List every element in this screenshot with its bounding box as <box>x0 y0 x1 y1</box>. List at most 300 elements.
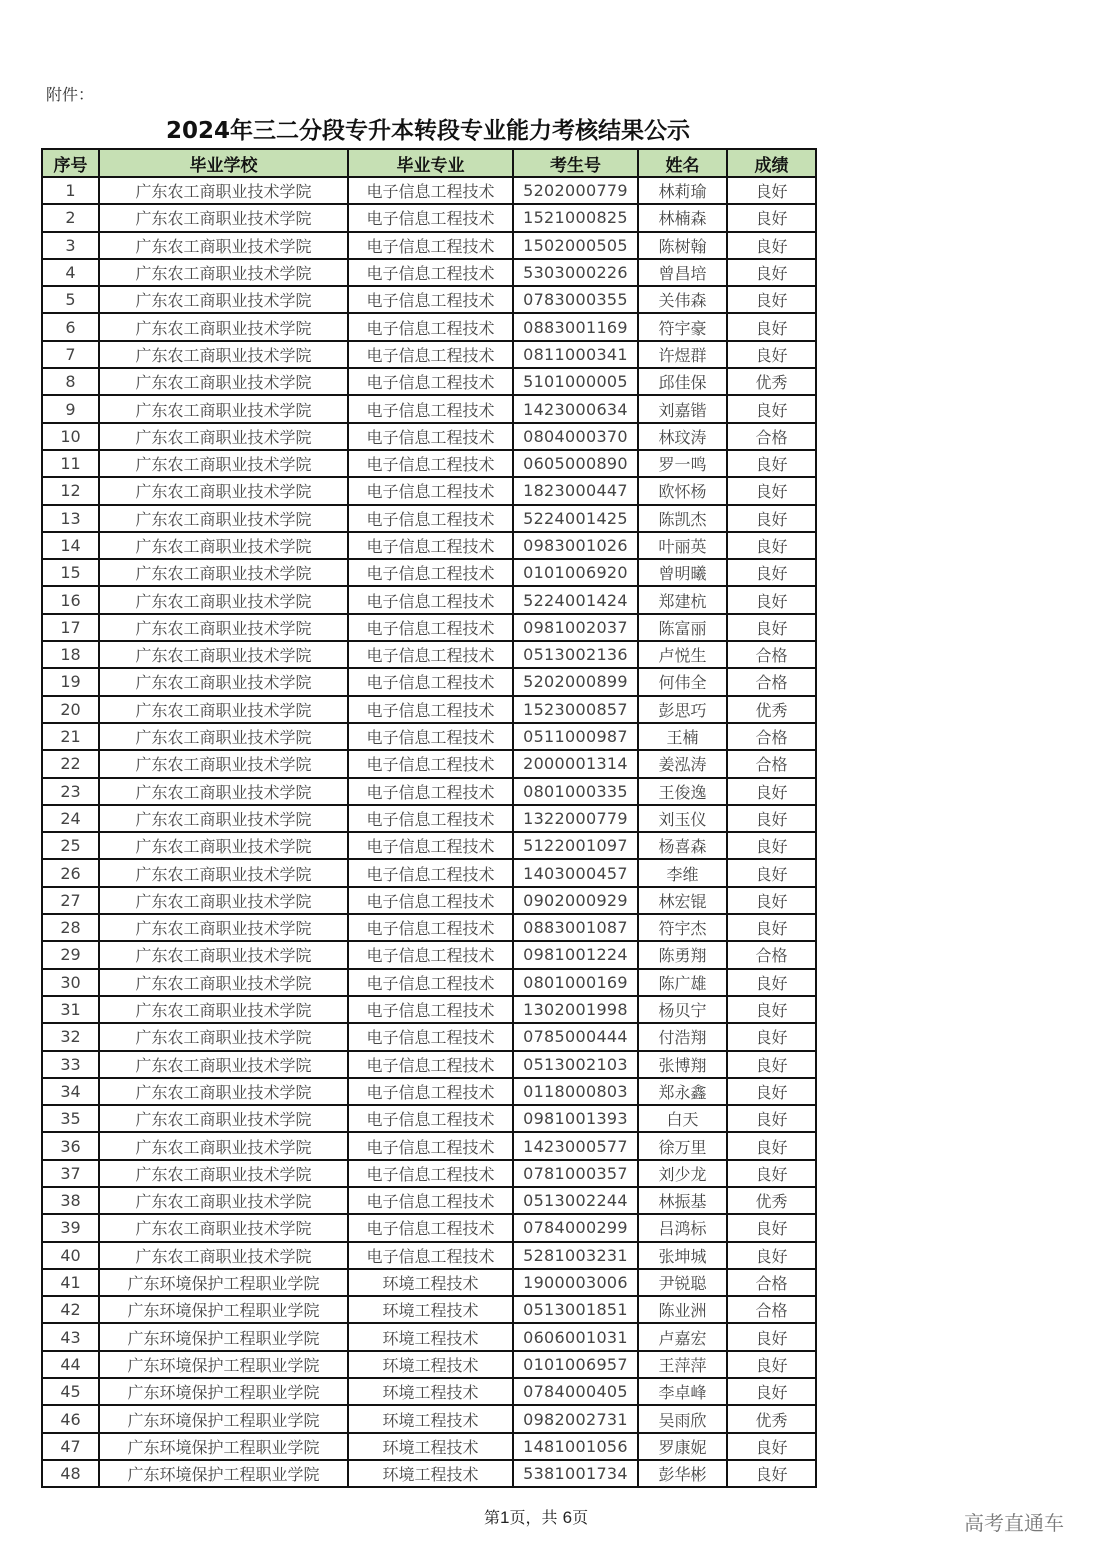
cell-index: 14 <box>42 532 99 559</box>
cell-result: 良好 <box>727 1105 816 1132</box>
cell-school: 广东农工商职业技术学院 <box>99 1051 348 1078</box>
table-row <box>42 996 816 1023</box>
cell-major: 电子信息工程技术 <box>348 505 513 532</box>
cell-school: 广东农工商职业技术学院 <box>99 805 348 832</box>
cell-result: 良好 <box>727 232 816 259</box>
cell-index: 43 <box>42 1323 99 1350</box>
cell-candidate-id: 0883001087 <box>513 914 638 941</box>
cell-major: 电子信息工程技术 <box>348 1023 513 1050</box>
cell-result: 良好 <box>727 887 816 914</box>
table-row <box>42 1187 816 1214</box>
cell-result: 良好 <box>727 532 816 559</box>
cell-name: 彭思巧 <box>638 696 727 723</box>
cell-name: 张坤城 <box>638 1242 727 1269</box>
cell-candidate-id: 1523000857 <box>513 696 638 723</box>
table-row <box>42 1460 816 1487</box>
table-row <box>42 423 816 450</box>
cell-major: 电子信息工程技术 <box>348 914 513 941</box>
cell-major: 电子信息工程技术 <box>348 805 513 832</box>
cell-major: 电子信息工程技术 <box>348 559 513 586</box>
cell-result: 良好 <box>727 259 816 286</box>
cell-index: 30 <box>42 969 99 996</box>
cell-candidate-id: 0784000299 <box>513 1214 638 1241</box>
cell-candidate-id: 0804000370 <box>513 423 638 450</box>
cell-result: 良好 <box>727 1214 816 1241</box>
cell-major: 电子信息工程技术 <box>348 368 513 395</box>
cell-index: 34 <box>42 1078 99 1105</box>
table-row <box>42 641 816 668</box>
cell-name: 杨贝宁 <box>638 996 727 1023</box>
cell-school: 广东农工商职业技术学院 <box>99 286 348 313</box>
cell-candidate-id: 0785000444 <box>513 1023 638 1050</box>
cell-name: 符宇杰 <box>638 914 727 941</box>
table-row <box>42 586 816 613</box>
table-row <box>42 532 816 559</box>
page-prefix: 第 <box>484 1508 501 1527</box>
cell-name: 李卓峰 <box>638 1378 727 1405</box>
cell-candidate-id: 5122001097 <box>513 832 638 859</box>
cell-school: 广东农工商职业技术学院 <box>99 1078 348 1105</box>
cell-candidate-id: 5281003231 <box>513 1242 638 1269</box>
cell-major: 电子信息工程技术 <box>348 259 513 286</box>
cell-name: 杨喜森 <box>638 832 727 859</box>
cell-index: 37 <box>42 1160 99 1187</box>
table-row <box>42 1405 816 1432</box>
cell-name: 邱佳保 <box>638 368 727 395</box>
cell-school: 广东环境保护工程职业学院 <box>99 1351 348 1378</box>
cell-name: 叶丽英 <box>638 532 727 559</box>
table-row <box>42 341 816 368</box>
cell-result: 良好 <box>727 586 816 613</box>
cell-school: 广东农工商职业技术学院 <box>99 423 348 450</box>
table-row <box>42 177 816 204</box>
cell-school: 广东农工商职业技术学院 <box>99 341 348 368</box>
cell-name: 白天 <box>638 1105 727 1132</box>
cell-candidate-id: 0101006920 <box>513 559 638 586</box>
cell-index: 16 <box>42 586 99 613</box>
cell-result: 良好 <box>727 313 816 340</box>
cell-school: 广东农工商职业技术学院 <box>99 177 348 204</box>
cell-result: 良好 <box>727 1433 816 1460</box>
cell-name: 刘少龙 <box>638 1160 727 1187</box>
cell-school: 广东环境保护工程职业学院 <box>99 1296 348 1323</box>
cell-name: 林振基 <box>638 1187 727 1214</box>
attachment-label: 附件： <box>46 85 95 104</box>
cell-name: 卢悦生 <box>638 641 727 668</box>
cell-school: 广东农工商职业技术学院 <box>99 259 348 286</box>
cell-result: 合格 <box>727 723 816 750</box>
page-footer <box>484 1505 588 1528</box>
cell-major: 环境工程技术 <box>348 1433 513 1460</box>
table-row <box>42 286 816 313</box>
cell-index: 5 <box>42 286 99 313</box>
cell-name: 王俊逸 <box>638 778 727 805</box>
cell-result: 优秀 <box>727 696 816 723</box>
cell-school: 广东农工商职业技术学院 <box>99 859 348 886</box>
cell-index: 24 <box>42 805 99 832</box>
column-header-name: 姓名 <box>638 149 727 177</box>
cell-name: 张博翔 <box>638 1051 727 1078</box>
cell-index: 47 <box>42 1433 99 1460</box>
cell-name: 吴雨欣 <box>638 1405 727 1432</box>
cell-school: 广东农工商职业技术学院 <box>99 1214 348 1241</box>
cell-result: 良好 <box>727 1051 816 1078</box>
cell-index: 40 <box>42 1242 99 1269</box>
table-row <box>42 1323 816 1350</box>
cell-school: 广东环境保护工程职业学院 <box>99 1460 348 1487</box>
table-row <box>42 259 816 286</box>
table-row <box>42 1269 816 1296</box>
table-row <box>42 313 816 340</box>
cell-index: 15 <box>42 559 99 586</box>
cell-name: 许煜群 <box>638 341 727 368</box>
cell-candidate-id: 0513002244 <box>513 1187 638 1214</box>
cell-result: 良好 <box>727 805 816 832</box>
cell-result: 良好 <box>727 1242 816 1269</box>
cell-major: 电子信息工程技术 <box>348 996 513 1023</box>
column-header-major: 毕业专业 <box>348 149 513 177</box>
cell-candidate-id: 5202000779 <box>513 177 638 204</box>
cell-candidate-id: 0606001031 <box>513 1323 638 1350</box>
cell-major: 电子信息工程技术 <box>348 1078 513 1105</box>
table-row <box>42 1433 816 1460</box>
table-row <box>42 859 816 886</box>
table-row <box>42 614 816 641</box>
cell-index: 8 <box>42 368 99 395</box>
cell-candidate-id: 1481001056 <box>513 1433 638 1460</box>
cell-index: 38 <box>42 1187 99 1214</box>
cell-index: 10 <box>42 423 99 450</box>
cell-candidate-id: 0981001224 <box>513 941 638 968</box>
cell-school: 广东农工商职业技术学院 <box>99 1023 348 1050</box>
cell-name: 陈凯杰 <box>638 505 727 532</box>
cell-result: 良好 <box>727 341 816 368</box>
cell-result: 合格 <box>727 668 816 695</box>
cell-major: 电子信息工程技术 <box>348 887 513 914</box>
cell-school: 广东农工商职业技术学院 <box>99 969 348 996</box>
cell-candidate-id: 1423000577 <box>513 1132 638 1159</box>
table-row <box>42 805 816 832</box>
cell-name: 符宇豪 <box>638 313 727 340</box>
cell-major: 电子信息工程技术 <box>348 177 513 204</box>
cell-school: 广东农工商职业技术学院 <box>99 395 348 422</box>
cell-candidate-id: 0784000405 <box>513 1378 638 1405</box>
table-row <box>42 232 816 259</box>
cell-index: 26 <box>42 859 99 886</box>
cell-index: 22 <box>42 750 99 777</box>
cell-school: 广东农工商职业技术学院 <box>99 668 348 695</box>
cell-major: 环境工程技术 <box>348 1296 513 1323</box>
cell-candidate-id: 1423000634 <box>513 395 638 422</box>
cell-school: 广东农工商职业技术学院 <box>99 723 348 750</box>
cell-major: 电子信息工程技术 <box>348 969 513 996</box>
cell-major: 环境工程技术 <box>348 1405 513 1432</box>
cell-name: 彭华彬 <box>638 1460 727 1487</box>
cell-major: 电子信息工程技术 <box>348 1132 513 1159</box>
table-row <box>42 1351 816 1378</box>
cell-candidate-id: 0513002136 <box>513 641 638 668</box>
cell-result: 优秀 <box>727 1405 816 1432</box>
cell-major: 电子信息工程技术 <box>348 477 513 504</box>
cell-index: 31 <box>42 996 99 1023</box>
cell-major: 环境工程技术 <box>348 1269 513 1296</box>
table-row <box>42 505 816 532</box>
cell-school: 广东环境保护工程职业学院 <box>99 1405 348 1432</box>
cell-result: 良好 <box>727 286 816 313</box>
table-row <box>42 941 816 968</box>
cell-result: 良好 <box>727 1460 816 1487</box>
page-middle: 页，共 <box>509 1508 558 1527</box>
cell-index: 17 <box>42 614 99 641</box>
table-row <box>42 450 816 477</box>
cell-candidate-id: 1521000825 <box>513 204 638 231</box>
table-row <box>42 1242 816 1269</box>
cell-major: 电子信息工程技术 <box>348 941 513 968</box>
cell-result: 良好 <box>727 1132 816 1159</box>
column-header-school: 毕业学校 <box>99 149 348 177</box>
cell-index: 39 <box>42 1214 99 1241</box>
table-row <box>42 723 816 750</box>
cell-name: 林宏锟 <box>638 887 727 914</box>
cell-result: 良好 <box>727 1351 816 1378</box>
cell-result: 良好 <box>727 1023 816 1050</box>
cell-school: 广东农工商职业技术学院 <box>99 750 348 777</box>
results-table <box>41 148 817 1488</box>
cell-index: 18 <box>42 641 99 668</box>
cell-name: 徐万里 <box>638 1132 727 1159</box>
cell-candidate-id: 0801000335 <box>513 778 638 805</box>
cell-school: 广东农工商职业技术学院 <box>99 232 348 259</box>
cell-index: 13 <box>42 505 99 532</box>
cell-index: 12 <box>42 477 99 504</box>
table-row <box>42 914 816 941</box>
cell-school: 广东农工商职业技术学院 <box>99 313 348 340</box>
current-page-number: 1 <box>500 1508 510 1527</box>
table-row <box>42 477 816 504</box>
cell-result: 良好 <box>727 1078 816 1105</box>
cell-school: 广东农工商职业技术学院 <box>99 1160 348 1187</box>
cell-result: 良好 <box>727 450 816 477</box>
cell-result: 良好 <box>727 559 816 586</box>
cell-name: 陈勇翔 <box>638 941 727 968</box>
cell-major: 电子信息工程技术 <box>348 1051 513 1078</box>
cell-index: 46 <box>42 1405 99 1432</box>
cell-school: 广东环境保护工程职业学院 <box>99 1378 348 1405</box>
cell-candidate-id: 0783000355 <box>513 286 638 313</box>
table-row <box>42 750 816 777</box>
cell-name: 李维 <box>638 859 727 886</box>
cell-name: 罗一鸣 <box>638 450 727 477</box>
cell-school: 广东农工商职业技术学院 <box>99 1105 348 1132</box>
table-row <box>42 1214 816 1241</box>
cell-name: 姜泓涛 <box>638 750 727 777</box>
total-page-number: 6 <box>562 1508 573 1527</box>
cell-index: 32 <box>42 1023 99 1050</box>
cell-candidate-id: 5303000226 <box>513 259 638 286</box>
cell-name: 林莉瑜 <box>638 177 727 204</box>
cell-index: 35 <box>42 1105 99 1132</box>
cell-school: 广东农工商职业技术学院 <box>99 696 348 723</box>
cell-index: 11 <box>42 450 99 477</box>
cell-candidate-id: 5224001424 <box>513 586 638 613</box>
cell-result: 良好 <box>727 1160 816 1187</box>
cell-index: 2 <box>42 204 99 231</box>
cell-school: 广东农工商职业技术学院 <box>99 559 348 586</box>
cell-major: 电子信息工程技术 <box>348 832 513 859</box>
cell-major: 电子信息工程技术 <box>348 696 513 723</box>
cell-result: 良好 <box>727 1323 816 1350</box>
cell-name: 林楠森 <box>638 204 727 231</box>
table-row <box>42 1023 816 1050</box>
cell-school: 广东农工商职业技术学院 <box>99 204 348 231</box>
cell-index: 1 <box>42 177 99 204</box>
cell-school: 广东农工商职业技术学院 <box>99 532 348 559</box>
cell-major: 电子信息工程技术 <box>348 423 513 450</box>
cell-candidate-id: 5202000899 <box>513 668 638 695</box>
cell-index: 19 <box>42 668 99 695</box>
cell-result: 优秀 <box>727 1187 816 1214</box>
cell-candidate-id: 0513001851 <box>513 1296 638 1323</box>
cell-name: 陈富丽 <box>638 614 727 641</box>
cell-name: 关伟森 <box>638 286 727 313</box>
cell-result: 良好 <box>727 969 816 996</box>
cell-result: 良好 <box>727 204 816 231</box>
cell-candidate-id: 1302001998 <box>513 996 638 1023</box>
cell-major: 电子信息工程技术 <box>348 1242 513 1269</box>
cell-candidate-id: 0118000803 <box>513 1078 638 1105</box>
table-row <box>42 559 816 586</box>
table-row <box>42 368 816 395</box>
table-row <box>42 1051 816 1078</box>
cell-school: 广东农工商职业技术学院 <box>99 887 348 914</box>
cell-result: 合格 <box>727 423 816 450</box>
cell-index: 23 <box>42 778 99 805</box>
table-body <box>42 177 816 1487</box>
cell-candidate-id: 0605000890 <box>513 450 638 477</box>
cell-major: 电子信息工程技术 <box>348 668 513 695</box>
cell-index: 45 <box>42 1378 99 1405</box>
cell-major: 电子信息工程技术 <box>348 1214 513 1241</box>
cell-name: 郑建杭 <box>638 586 727 613</box>
cell-index: 36 <box>42 1132 99 1159</box>
cell-school: 广东农工商职业技术学院 <box>99 1242 348 1269</box>
cell-index: 27 <box>42 887 99 914</box>
cell-index: 4 <box>42 259 99 286</box>
cell-result: 良好 <box>727 914 816 941</box>
cell-school: 广东农工商职业技术学院 <box>99 832 348 859</box>
cell-candidate-id: 1502000505 <box>513 232 638 259</box>
cell-name: 陈广雄 <box>638 969 727 996</box>
cell-candidate-id: 5381001734 <box>513 1460 638 1487</box>
watermark: 高考直通车 <box>964 1511 1064 1535</box>
cell-result: 合格 <box>727 1296 816 1323</box>
cell-index: 9 <box>42 395 99 422</box>
cell-major: 环境工程技术 <box>348 1460 513 1487</box>
cell-candidate-id: 1403000457 <box>513 859 638 886</box>
table-row <box>42 1296 816 1323</box>
cell-school: 广东农工商职业技术学院 <box>99 914 348 941</box>
cell-result: 良好 <box>727 832 816 859</box>
cell-major: 电子信息工程技术 <box>348 232 513 259</box>
cell-school: 广东农工商职业技术学院 <box>99 996 348 1023</box>
cell-result: 良好 <box>727 614 816 641</box>
cell-name: 欧怀杨 <box>638 477 727 504</box>
cell-school: 广东农工商职业技术学院 <box>99 477 348 504</box>
cell-school: 广东农工商职业技术学院 <box>99 1187 348 1214</box>
cell-major: 电子信息工程技术 <box>348 395 513 422</box>
table-row <box>42 832 816 859</box>
cell-major: 电子信息工程技术 <box>348 1105 513 1132</box>
cell-school: 广东环境保护工程职业学院 <box>99 1269 348 1296</box>
cell-major: 环境工程技术 <box>348 1323 513 1350</box>
column-header-index: 序号 <box>42 149 99 177</box>
cell-school: 广东农工商职业技术学院 <box>99 941 348 968</box>
cell-name: 尹锐聪 <box>638 1269 727 1296</box>
cell-index: 28 <box>42 914 99 941</box>
cell-name: 陈树翰 <box>638 232 727 259</box>
cell-name: 刘玉仪 <box>638 805 727 832</box>
cell-candidate-id: 1900003006 <box>513 1269 638 1296</box>
cell-name: 何伟全 <box>638 668 727 695</box>
cell-school: 广东农工商职业技术学院 <box>99 586 348 613</box>
cell-major: 电子信息工程技术 <box>348 614 513 641</box>
cell-major: 电子信息工程技术 <box>348 641 513 668</box>
page-suffix: 页 <box>572 1508 589 1527</box>
table-row <box>42 1160 816 1187</box>
cell-name: 吕鸿标 <box>638 1214 727 1241</box>
cell-name: 王楠 <box>638 723 727 750</box>
cell-school: 广东农工商职业技术学院 <box>99 614 348 641</box>
cell-index: 41 <box>42 1269 99 1296</box>
cell-name: 罗康妮 <box>638 1433 727 1460</box>
table-row <box>42 1105 816 1132</box>
cell-major: 电子信息工程技术 <box>348 723 513 750</box>
cell-index: 20 <box>42 696 99 723</box>
cell-name: 付浩翔 <box>638 1023 727 1050</box>
cell-school: 广东农工商职业技术学院 <box>99 778 348 805</box>
cell-candidate-id: 0981002037 <box>513 614 638 641</box>
cell-result: 良好 <box>727 859 816 886</box>
cell-major: 电子信息工程技术 <box>348 204 513 231</box>
cell-result: 合格 <box>727 1269 816 1296</box>
cell-school: 广东环境保护工程职业学院 <box>99 1323 348 1350</box>
cell-major: 电子信息工程技术 <box>348 1187 513 1214</box>
cell-result: 良好 <box>727 477 816 504</box>
cell-result: 良好 <box>727 177 816 204</box>
cell-index: 25 <box>42 832 99 859</box>
cell-name: 林玟涛 <box>638 423 727 450</box>
cell-result: 良好 <box>727 395 816 422</box>
cell-result: 合格 <box>727 941 816 968</box>
cell-index: 44 <box>42 1351 99 1378</box>
cell-school: 广东农工商职业技术学院 <box>99 450 348 477</box>
cell-major: 电子信息工程技术 <box>348 1160 513 1187</box>
cell-candidate-id: 0511000987 <box>513 723 638 750</box>
cell-candidate-id: 0801000169 <box>513 969 638 996</box>
cell-index: 48 <box>42 1460 99 1487</box>
table-header-row <box>42 149 816 177</box>
cell-index: 33 <box>42 1051 99 1078</box>
cell-index: 6 <box>42 313 99 340</box>
cell-major: 电子信息工程技术 <box>348 450 513 477</box>
cell-major: 环境工程技术 <box>348 1378 513 1405</box>
cell-index: 42 <box>42 1296 99 1323</box>
cell-major: 电子信息工程技术 <box>348 586 513 613</box>
cell-candidate-id: 2000001314 <box>513 750 638 777</box>
cell-major: 电子信息工程技术 <box>348 286 513 313</box>
table-row <box>42 1078 816 1105</box>
table-row <box>42 778 816 805</box>
